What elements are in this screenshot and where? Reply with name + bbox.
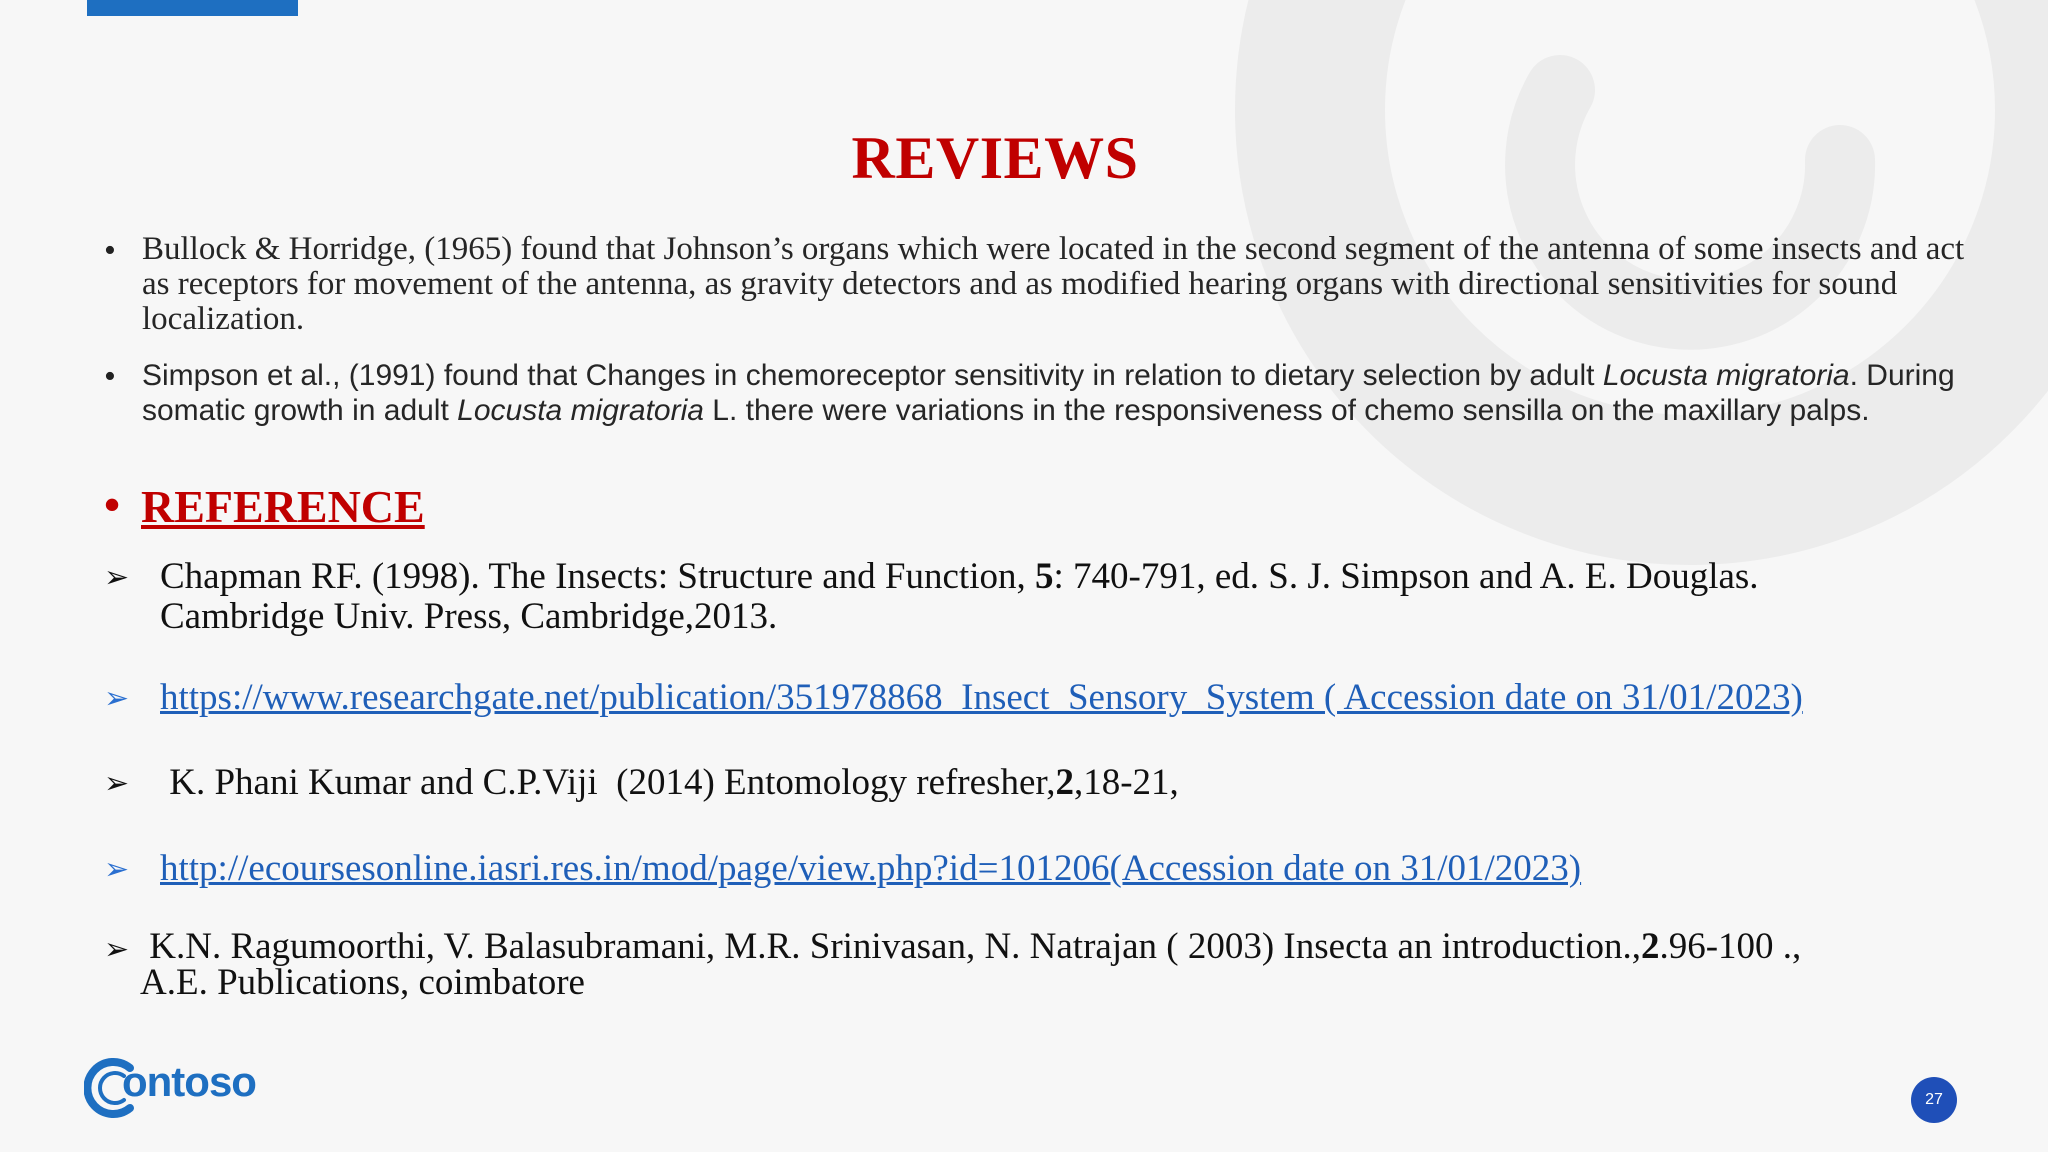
reference-item	[104, 677, 1984, 723]
reference-text	[140, 928, 1801, 966]
arrow-bullet-icon: ➢	[104, 560, 130, 595]
slide-title: REVIEWS	[851, 125, 1139, 191]
page-number-badge: 27	[1911, 1077, 1957, 1123]
reference-link[interactable]: https://www.researchgate.net/publication/351978868_Insect_Sensory_System ( Accession date on 31/01/2023)	[160, 677, 1803, 718]
arrow-bullet-icon: ➢	[104, 932, 130, 967]
reference-text-part: K. Phani Kumar and C.P.Viji (2014) Entomology refresher,	[160, 762, 1056, 803]
review-item	[104, 358, 1955, 468]
arrow-bullet-icon: ➢	[104, 766, 130, 801]
reference-text	[160, 556, 1759, 598]
reference-item	[104, 926, 1984, 1012]
reference-heading: REFERENCE	[141, 481, 425, 532]
bullet-icon: •	[104, 232, 116, 269]
arrow-bullet-icon: ➢	[104, 681, 130, 716]
species-name: Locusta migratoria	[457, 394, 704, 427]
reference-item	[104, 556, 1984, 646]
reference-text-part: K.N. Ragumoorthi, V. Balasubramani, M.R. Srinivasan, N. Natrajan ( 2003) Insecta an introduction.,	[140, 926, 1641, 967]
logo-text: ontoso	[122, 1058, 256, 1105]
reference-text	[160, 762, 1179, 804]
reference-link[interactable]: http://ecoursesonline.iasri.res.in/mod/page/view.php?id=101206(Accession date on 31/01/2023)	[160, 848, 1582, 889]
volume-number: 2	[1055, 762, 1074, 803]
reference-text-part: Chapman RF. (1998). The Insects: Structure and Function,	[160, 556, 1035, 597]
contoso-logo	[84, 1052, 284, 1122]
reference-text-part: ,18-21,	[1073, 762, 1179, 803]
review-item	[104, 231, 1965, 342]
volume-number: 2	[1640, 926, 1660, 967]
bullet-icon: •	[104, 358, 116, 395]
bullet-icon: •	[104, 479, 121, 530]
volume-number: 5	[1034, 556, 1054, 597]
review-text-part: L. there were variations in the responsiveness of chemo sensilla on the maxillary palps.	[703, 394, 1870, 427]
reference-text-part: .96-100 .,	[1659, 926, 1802, 967]
top-accent-bar	[87, 0, 298, 16]
review-text-part: Simpson et al., (1991) found that Changes in chemoreceptor sensitivity in relation to dietary selection by adult	[142, 359, 1603, 392]
review-text	[142, 358, 1992, 428]
reference-text-part: : 740-791, ed. S. J. Simpson and A. E. Douglas.	[1053, 556, 1759, 597]
species-name: Locusta migratoria	[1602, 359, 1850, 392]
arrow-bullet-icon: ➢	[104, 852, 130, 887]
reference-text-line2: Cambridge Univ. Press, Cambridge,2013.	[160, 596, 778, 637]
review-text: Bullock & Horridge, (1965) found that Johnson’s organs which were located in the second segment of the antenna of some insects and act as receptors for movement of the antenna, as gravity detectors and as modified hearing organs with directional sensitivities for sound localization.	[142, 231, 1965, 337]
review-text-part: . During somatic growth in adult	[142, 359, 1955, 427]
reference-item	[104, 848, 1984, 894]
reference-item	[104, 762, 1984, 808]
reference-text-line2: A.E. Publications, coimbatore	[140, 962, 585, 1003]
